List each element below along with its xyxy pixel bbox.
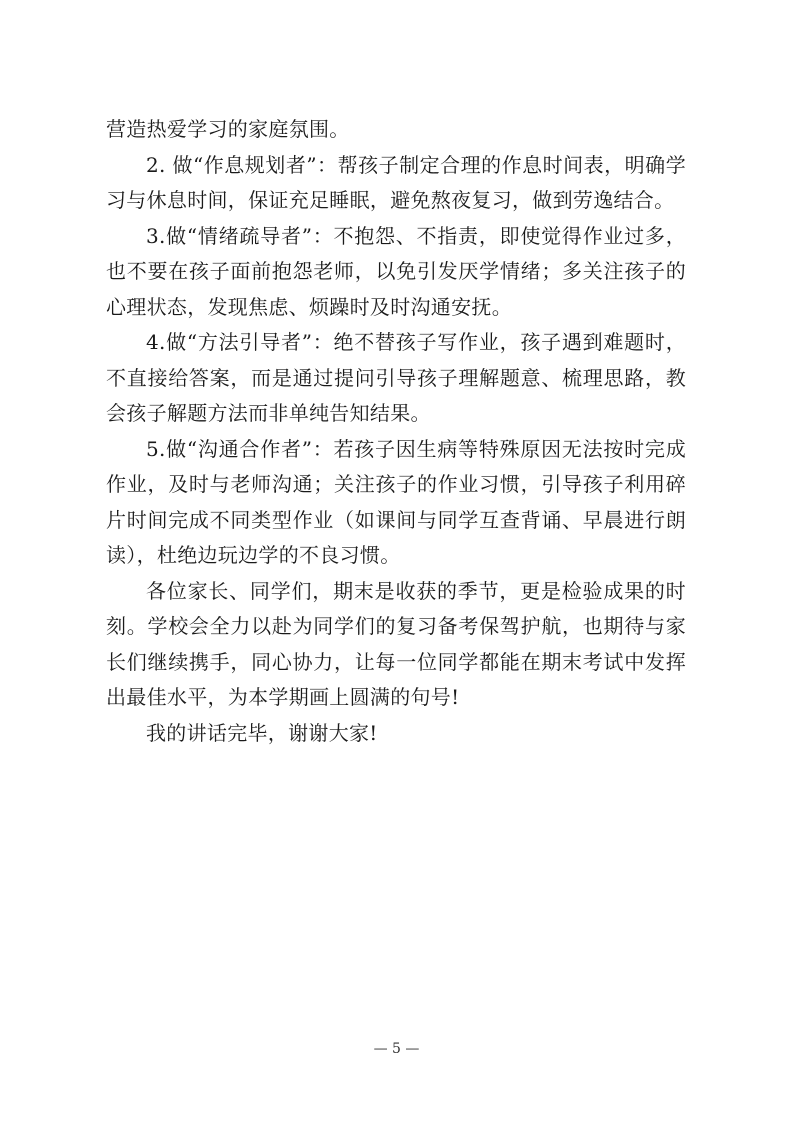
paragraph-ending: 我的讲话完毕，谢谢大家! bbox=[146, 720, 378, 745]
paragraph-item-2: 2. 做“作息规划者”：帮孩子制定合理的作息时间表，明确学习与休息时间，保证充足睡眠，避免熬夜复习，做到劳逸结合。 bbox=[106, 152, 686, 212]
paragraph-item-3: 3.做“情绪疏导者”：不抱怨、不指责，即使觉得作业过多，也不要在孩子面前抱怨老师，以免引发厌学情绪；多关注孩子的心理状态，发现焦虑、烦躁时及时沟通安抚。 bbox=[106, 223, 686, 319]
paragraph-closing: 各位家长、同学们，期末是收获的季节，更是检验成果的时刻。学校会全力以赴为同学们的复习备考保驾护航，也期待与家长们继续携手，同心协力，让每一位同学都能在期末考试中发挥出最佳水平，为本学期画上圆满的句号! bbox=[106, 578, 686, 709]
body-text bbox=[106, 112, 686, 751]
paragraph-item-4: 4.做“方法引导者”：绝不替孩子写作业，孩子遇到难题时，不直接给答案，而是通过提问引导孩子理解题意、梳理思路，教会孩子解题方法而非单纯告知结果。 bbox=[106, 330, 686, 425]
paragraph-continuation: 营造热爱学习的家庭氛围。 bbox=[106, 117, 350, 141]
page-number: — 5 — bbox=[373, 1041, 420, 1057]
paragraph-item-5: 5.做“沟通合作者”：若孩子因生病等特殊原因无法按时完成作业，及时与老师沟通；关注孩子的作业习惯，引导孩子利用碎片时间完成不同类型作业（如课间与同学互查背诵、早晨进行朗读），杜绝边玩边学的不良习惯。 bbox=[106, 436, 686, 567]
